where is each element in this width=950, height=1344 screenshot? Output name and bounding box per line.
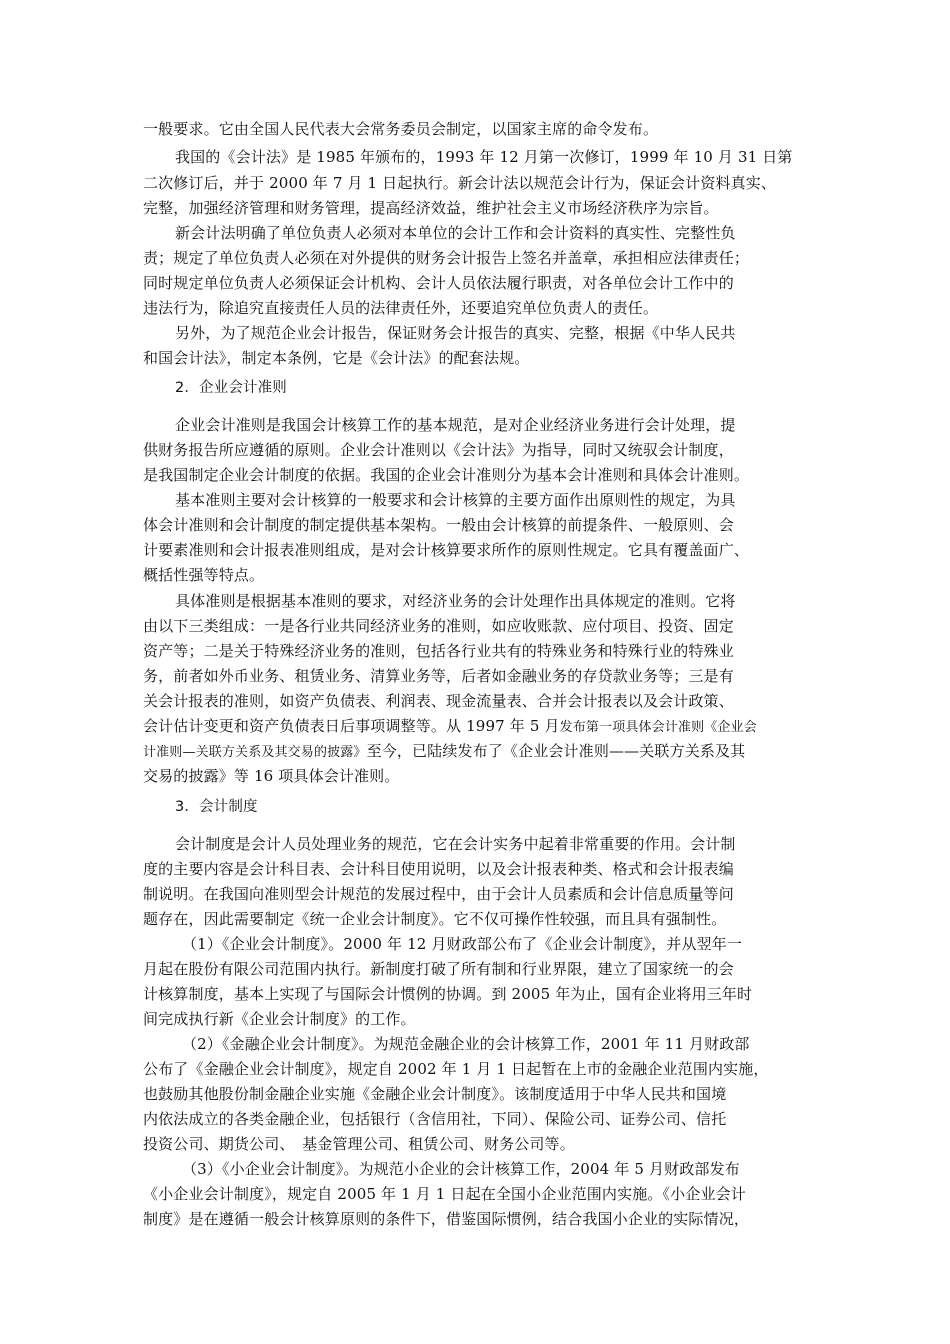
- text-line: 违法行为，除追究直接责任人员的法律责任外，还要追究单位负责人的责任。: [143, 299, 659, 317]
- text-line: 月起在股份有限公司范围内执行。新制度打破了所有制和行业界限，建立了国家统一的会: [143, 960, 734, 978]
- text-line: 投资公司、期货公司、 基金管理公司、租赁公司、财务公司等。: [143, 1135, 575, 1153]
- text-line: 会计制度是会计人员处理业务的规范，它在会计实务中起着非常重要的作用。会计制: [175, 835, 736, 853]
- text-segment-small: 计准则—关联方关系及其交易的披露》: [143, 745, 367, 760]
- text-line: 计核算制度，基本上实现了与国际会计惯例的协调。到 2005 年为止，国有企业将用三年时: [143, 985, 753, 1003]
- section-heading: 2．企业会计准则: [175, 380, 287, 396]
- text-line: 制说明。在我国向准则型会计规范的发展过程中，由于会计人员素质和会计信息质量等问: [143, 885, 734, 903]
- text-line: 计要素准则和会计报表准则组成，是对会计核算要求所作的原则性规定。它具有覆盖面广、: [143, 541, 750, 559]
- text-segment: 至今，已陆续发布了《企业会计准则——关联方关系及其: [366, 742, 746, 760]
- text-line: （1）《企业会计制度》。2000 年 12 月财政部公布了《企业会计制度》，并从翌年一: [182, 935, 743, 953]
- text-line: 也鼓励其他股份制金融企业实施《金融企业会计制度》。该制度适用于中华人民共和国境: [143, 1085, 727, 1103]
- text-line: 具体准则是根据基本准则的要求，对经济业务的会计处理作出具体规定的准则。它将: [175, 592, 736, 610]
- text-segment-small: 发布第一项具体会计准则《企业会: [559, 720, 757, 735]
- text-line: 基本准则主要对会计核算的一般要求和会计核算的主要方面作出原则性的规定，为具: [175, 491, 736, 509]
- text-line: [143, 715, 757, 739]
- text-line: 公布了《金融企业会计制度》，规定自 2002 年 1 月 1 日起暂在上市的金融企业范围内实施，: [143, 1060, 769, 1078]
- text-line: 企业会计准则是我国会计核算工作的基本规范，是对企业经济业务进行会计处理，提: [175, 416, 736, 434]
- text-line: [143, 740, 745, 764]
- text-line: 责；规定了单位负责人必须在对外提供的财务会计报告上签名并盖章，承担相应法律责任；: [143, 249, 750, 267]
- text-line: 新会计法明确了单位负责人必须对本单位的会计工作和会计资料的真实性、完整性负: [175, 224, 736, 242]
- text-line: 务，前者如外币业务、租赁业务、清算业务等，后者如金融业务的存贷款业务等；三是有: [143, 667, 734, 685]
- text-line: 另外，为了规范企业会计报告，保证财务会计报告的真实、完整，根据《中华人民共: [175, 324, 736, 342]
- section-heading: 3．会计制度: [175, 799, 258, 815]
- text-line: 资产等；二是关于特殊经济业务的准则，包括各行业共有的特殊业务和特殊行业的特殊业: [143, 642, 734, 660]
- text-line: 关会计报表的准则，如资产负债表、利润表、现金流量表、合并会计报表以及会计政策、: [143, 692, 734, 710]
- text-line: 度的主要内容是会计科目表、会计科目使用说明，以及会计报表种类、格式和会计报表编: [143, 860, 734, 878]
- text-line: 题存在，因此需要制定《统一企业会计制度》。它不仅可操作性较强，而且具有强制性。: [143, 910, 727, 928]
- text-line: （3）《小企业会计制度》。为规范小企业的会计核算工作，2004 年 5 月财政部发布: [182, 1160, 740, 1178]
- text-line: 二次修订后，并于 2000 年 7 月 1 日起执行。新会计法以规范会计行为，保证会计资料真实、: [143, 174, 777, 192]
- text-line: 制度》是在遵循一般会计核算原则的条件下，借鉴国际惯例，结合我国小企业的实际情况，: [143, 1210, 750, 1228]
- text-line: 和国会计法》，制定本条例，它是《会计法》的配套法规。: [143, 349, 530, 367]
- text-line: 是我国制定企业会计制度的依据。我国的企业会计准则分为基本会计准则和具体会计准则。: [143, 466, 750, 484]
- text-line: 体会计准则和会计制度的制定提供基本架构。一般由会计核算的前提条件、一般原则、会: [143, 516, 734, 534]
- text-line: 间完成执行新《企业会计制度》的工作。: [143, 1010, 416, 1028]
- text-line: 完整，加强经济管理和财务管理，提高经济效益，维护社会主义市场经济秩序为宗旨。: [143, 199, 719, 217]
- text-line: （2）《金融企业会计制度》。为规范金融企业的会计核算工作，2001 年 11 月财政部: [182, 1035, 750, 1053]
- text-line: 概括性强等特点。: [143, 566, 265, 584]
- text-line: 《小企业会计制度》，规定自 2005 年 1 月 1 日起在全国小企业范围内实施。《小企业会计: [143, 1185, 746, 1203]
- text-line: 内依法成立的各类金融企业，包括银行（含信用社，下同）、保险公司、证券公司、信托: [143, 1110, 727, 1128]
- text-line: 交易的披露》等 16 项具体会计准则。: [143, 767, 400, 785]
- text-line: 同时规定单位负责人必须保证会计机构、会计人员依法履行职责，对各单位会计工作中的: [143, 274, 734, 292]
- text-line: 由以下三类组成：一是各行业共同经济业务的准则，如应收账款、应付项目、投资、固定: [143, 617, 734, 635]
- text-line: 一般要求。它由全国人民代表大会常务委员会制定，以国家主席的命令发布。: [143, 120, 659, 138]
- text-segment: 会计估计变更和资产负债表日后事项调整等。从 1997 年 5 月: [143, 717, 560, 735]
- text-line: 供财务报告所应遵循的原则。企业会计准则以《会计法》为指导，同时又统驭会计制度，: [143, 441, 734, 459]
- text-line: 我国的《会计法》是 1985 年颁布的，1993 年 12 月第一次修订，1999 年 10 月 31 日第: [175, 148, 793, 166]
